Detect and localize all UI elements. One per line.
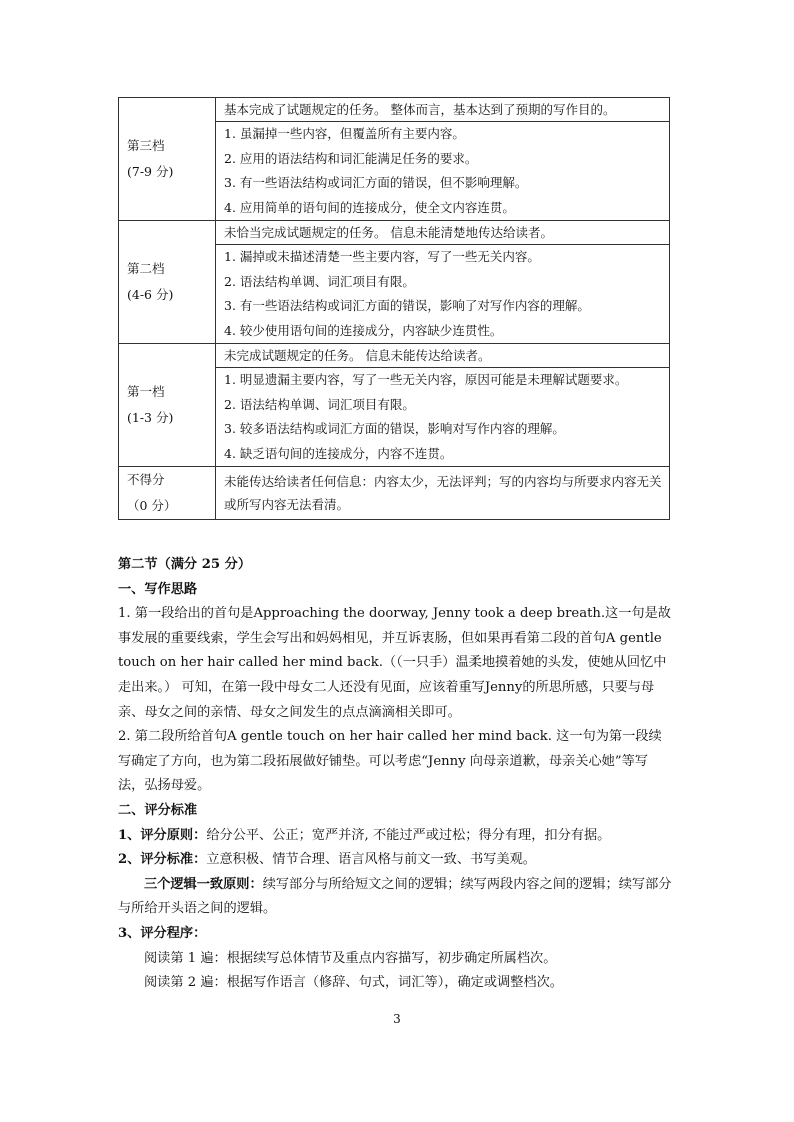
criterion-item: 3. 有一些语法结构或词汇方面的错误，但不影响理解。 xyxy=(224,175,528,190)
zero-level-cell xyxy=(119,467,216,520)
rubric-row-zero xyxy=(119,467,670,520)
level2-cell xyxy=(119,221,216,344)
criterion-item: 1. 虽漏掉一些内容，但覆盖所有主要内容。 xyxy=(224,126,465,141)
rule-text: 续写部分与所给短文之间的逻辑；续写两段内容之间的逻辑；续写部分与所给开头语之间的逻辑。 xyxy=(118,876,672,917)
rule-label: 三个逻辑一致原则： xyxy=(144,876,263,892)
rule-2 xyxy=(118,848,673,873)
criterion-item: 1. 明显遗漏主要内容，写了一些无关内容，原因可能是未理解试题要求。 xyxy=(224,372,628,387)
criterion-item: 4. 较少使用语句间的连接成分，内容缺少连贯性。 xyxy=(224,322,503,338)
level1-cell xyxy=(119,344,216,467)
level-name: 第一档 xyxy=(127,384,165,399)
paragraph-2: 2. 第二段所给首句A gentle touch on her hair called her mind back. 这一句为第一段续写确定了方向，也为第二段拓展做好铺垫。可以考虑“Jenny 向母亲道歉，母亲关心她”等写法，弘扬母爱。 xyxy=(118,729,662,794)
level-range: (4-6 分) xyxy=(127,287,174,302)
criterion-item: 4. 缺乏语句间的连接成分，内容不连贯。 xyxy=(224,445,453,461)
step-2: 阅读第 2 遍：根据写作语言（修辞、句式，词汇等），确定或调整档次。 xyxy=(144,975,563,991)
rule-logic xyxy=(118,873,673,922)
rubric-row-level1-summary xyxy=(119,344,670,368)
criterion-item: 1. 漏掉或未描述清楚一些主要内容，写了一些无关内容。 xyxy=(224,249,540,264)
rubric-row-level3-summary xyxy=(119,98,670,122)
criterion-item: 2. 语法结构单调、词汇项目有限。 xyxy=(224,273,415,289)
level-name: 第二档 xyxy=(127,261,165,276)
rubric-row-level2-summary xyxy=(119,221,670,245)
rule-label: 1、评分原则： xyxy=(118,827,207,843)
rule-text: 立意积极、情节合理、语言风格与前文一致、书写美观。 xyxy=(206,852,536,868)
heading-writing-approach: 一、写作思路 xyxy=(118,581,198,597)
section-body xyxy=(118,553,673,996)
criterion-item: 3. 有一些语法结构或词汇方面的错误，影响了对写作内容的理解。 xyxy=(224,298,590,313)
level-summary: 未完成试题规定的任务。 信息未能传达给读者。 xyxy=(216,344,670,368)
level-range: (7-9 分) xyxy=(127,164,174,179)
heading-scoring-standard: 二、评分标准 xyxy=(118,802,198,818)
section-title: 第二节（满分 25 分） xyxy=(118,557,252,572)
step-1: 阅读第 1 遍：根据续写总体情节及重点内容描写，初步确定所属档次。 xyxy=(144,950,557,966)
level-name: 不得分 xyxy=(127,472,165,487)
rule-label: 2、评分标准： xyxy=(118,852,207,868)
zero-level-text: 未能传达给读者任何信息：内容太少，无法评判；写的内容均与所要求内容无关或所写内容无法看清。 xyxy=(216,467,670,520)
scoring-rubric-table xyxy=(118,97,670,520)
rule-3-label: 3、评分程序： xyxy=(118,925,207,941)
rule-text: 给分公平、公正；宽严并济, 不能过严或过松；得分有理，扣分有据。 xyxy=(206,827,611,843)
page-number: 3 xyxy=(393,1012,401,1026)
rule-1 xyxy=(118,824,673,849)
level-items xyxy=(216,122,670,221)
level-range: （0 分） xyxy=(127,498,177,513)
level-summary: 未恰当完成试题规定的任务。 信息未能清楚地传达给读者。 xyxy=(216,221,670,245)
level-name: 第三档 xyxy=(127,138,165,153)
level3-cell xyxy=(119,98,216,221)
criterion-item: 3. 较多语法结构或词汇方面的错误，影响对写作内容的理解。 xyxy=(224,421,565,436)
paragraph-1: 1. 第一段给出的首句是Approaching the doorway, Jenny took a deep breath.这一句是故事发展的重要线索，学生会写出和妈妈相见，并互诉衷肠，但如果再看第二段的首句A gentle touch on her hair called her mind back.（（一只手）温柔地摸着她的头发，使她从回忆中走出来。） 可知，在第一段中母女二人还没有见面，应该着重写Jenny的所思所感，只要与母亲、母女之间的亲情、母女之间发生的点点滴滴相关即可。 xyxy=(118,606,671,720)
level-summary: 基本完成了试题规定的任务。 整体而言，基本达到了预期的写作目的。 xyxy=(216,98,670,122)
criterion-item: 4. 应用简单的语句间的连接成分，使全文内容连贯。 xyxy=(224,199,515,215)
criterion-item: 2. 应用的语法结构和词汇能满足任务的要求。 xyxy=(224,150,478,166)
criterion-item: 2. 语法结构单调、词汇项目有限。 xyxy=(224,396,415,412)
level-items xyxy=(216,245,670,344)
level-items xyxy=(216,368,670,467)
level-range: (1-3 分) xyxy=(127,410,174,425)
